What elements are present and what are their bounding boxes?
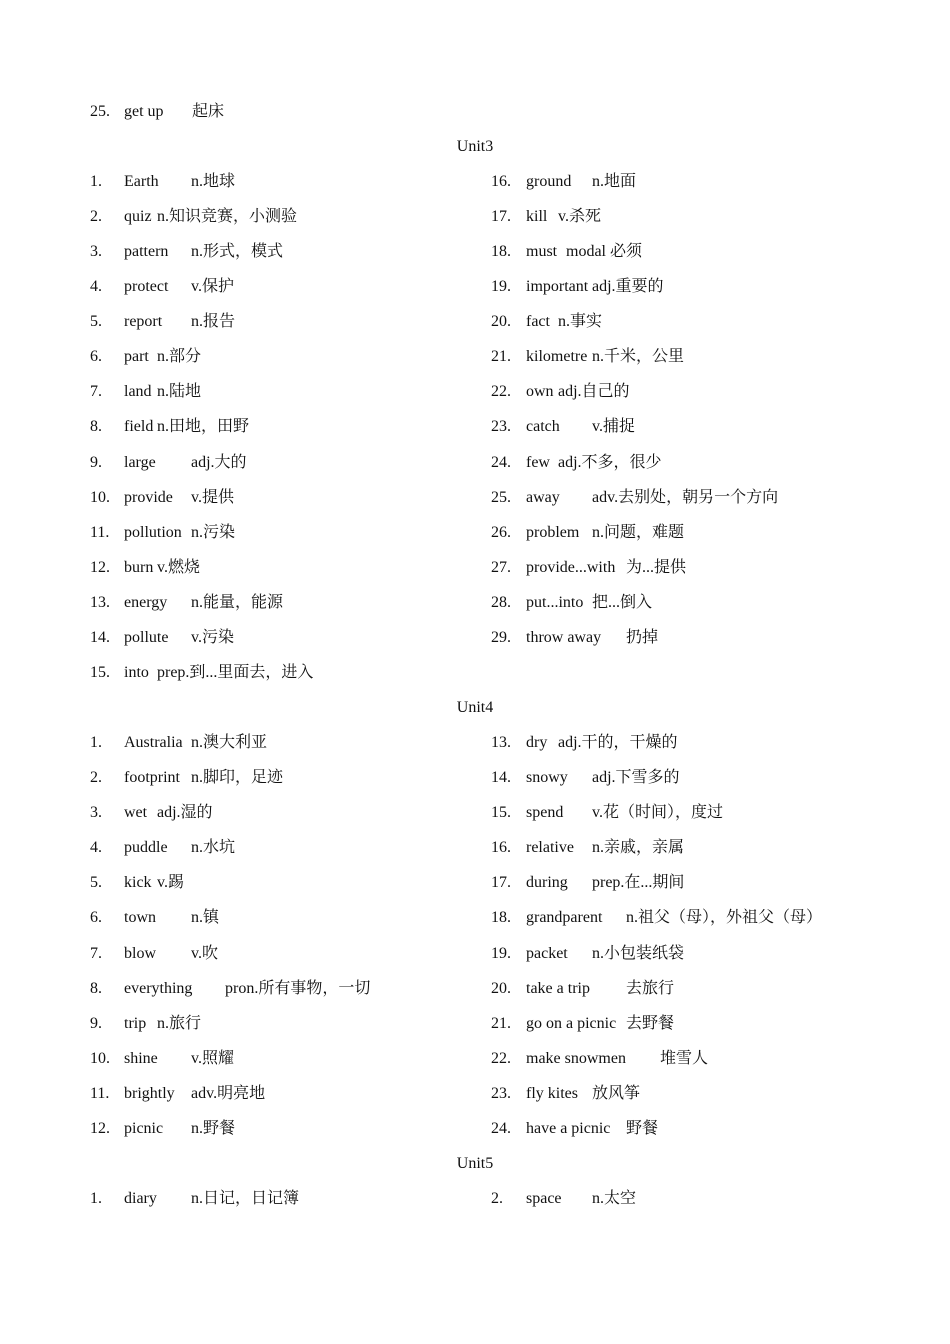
entry-number: 6. [90,909,102,926]
entry-number: 27. [491,559,511,576]
entry-number: 5. [90,313,102,330]
entry-meaning: v.污染 [191,629,234,646]
entry-word: spend [526,804,564,821]
entry-word: kill [526,208,548,225]
entry-word: shine [124,1050,158,1067]
entry-number: 9. [90,454,102,471]
entry-word: own [526,383,554,400]
entry-number: 12. [90,1120,110,1137]
entry-word: space [526,1190,562,1207]
entry-meaning: n.祖父（母），外祖父（母） [626,909,823,926]
entry-word: blow [124,945,156,962]
entry-number: 11. [90,1085,110,1102]
entry-number: 2. [90,769,102,786]
entry-meaning: n.地面 [592,173,637,190]
entry-meaning: prep.到...里面去，进入 [157,664,314,681]
entry-word: pattern [124,243,169,260]
entry-meaning: 扔掉 [626,629,659,646]
entry-word: throw away [526,629,602,646]
entry-number: 8. [90,418,102,435]
entry-word: get up [124,103,164,120]
entry-meaning: n.形式，模式 [191,243,284,260]
entry-word: make snowmen [526,1050,626,1067]
entry-word: field [124,418,154,435]
unit-heading: Unit5 [456,1155,494,1172]
entry-word: go on a picnic [526,1015,617,1032]
entry-number: 11. [90,524,110,541]
entry-meaning: adj.重要的 [592,278,664,295]
entry-meaning: 去野餐 [626,1015,675,1032]
entry-meaning: n.水坑 [191,839,236,856]
entry-word: large [124,454,156,471]
entry-number: 3. [90,243,102,260]
entry-number: 24. [491,454,511,471]
entry-number: 1. [90,734,102,751]
entry-meaning: n.亲戚，亲属 [592,839,685,856]
entry-word: footprint [124,769,180,786]
entry-number: 22. [491,383,511,400]
entry-word: snowy [526,769,568,786]
entry-word: picnic [124,1120,164,1137]
entry-word: ground [526,173,572,190]
entry-word: away [526,489,560,506]
entry-number: 13. [90,594,110,611]
entry-word: take a trip [526,980,590,997]
entry-word: fact [526,313,550,330]
entry-word: energy [124,594,168,611]
entry-number: 12. [90,559,110,576]
entry-number: 23. [491,1085,511,1102]
entry-number: 21. [491,1015,511,1032]
entry-number: 13. [491,734,511,751]
entry-number: 29. [491,629,511,646]
entry-word: Earth [124,173,159,190]
entry-number: 8. [90,980,102,997]
entry-word: everything [124,980,193,997]
entry-number: 22. [491,1050,511,1067]
entry-number: 19. [491,945,511,962]
entry-number: 14. [90,629,110,646]
entry-word: into [124,664,149,681]
entry-number: 15. [90,664,110,681]
entry-number: 9. [90,1015,102,1032]
entry-word: pollute [124,629,169,646]
entry-meaning: 把...倒入 [592,594,653,611]
entry-number: 10. [90,1050,110,1067]
unit-heading: Unit3 [456,138,494,155]
entry-number: 1. [90,173,102,190]
entry-meaning: n.部分 [157,348,202,365]
entry-meaning: adj.湿的 [157,804,213,821]
entry-word: during [526,874,568,891]
entry-word: protect [124,278,169,295]
entry-meaning: n.地球 [191,173,236,190]
entry-meaning: n.田地，田野 [157,418,250,435]
entry-number: 16. [491,173,511,190]
entry-number: 19. [491,278,511,295]
entry-meaning: n.问题，难题 [592,524,685,541]
entry-meaning: n.报告 [191,313,236,330]
entry-number: 21. [491,348,511,365]
entry-meaning: v.杀死 [558,208,601,225]
entry-meaning: adj.自己的 [558,383,630,400]
entry-number: 17. [491,208,511,225]
entry-word: report [124,313,163,330]
entry-meaning: adj.大的 [191,454,247,471]
entry-word: Australia [124,734,183,751]
entry-meaning: v.照耀 [191,1050,234,1067]
entry-meaning: adj.不多，很少 [558,454,662,471]
entry-meaning: 放风筝 [592,1085,641,1102]
entry-meaning: v.捕捉 [592,418,635,435]
entry-number: 18. [491,909,511,926]
entry-meaning: v.花（时间），度过 [592,804,723,821]
entry-number: 7. [90,383,102,400]
entry-word: brightly [124,1085,175,1102]
entry-word: wet [124,804,148,821]
entry-meaning: n.镇 [191,909,220,926]
entry-meaning: prep.在...期间 [592,874,685,891]
entry-word: grandparent [526,909,603,926]
entry-number: 16. [491,839,511,856]
entry-meaning: 野餐 [626,1120,659,1137]
entry-meaning: pron.所有事物，一切 [225,980,371,997]
entry-meaning: v.提供 [191,489,234,506]
entry-number: 25. [491,489,511,506]
entry-word: puddle [124,839,168,856]
entry-word: diary [124,1190,157,1207]
entry-word: quiz [124,208,152,225]
entry-meaning: n.陆地 [157,383,202,400]
entry-meaning: n.千米，公里 [592,348,685,365]
unit-heading: Unit4 [456,699,494,716]
entry-word: trip [124,1015,147,1032]
entry-word: problem [526,524,580,541]
entry-word: put...into [526,594,584,611]
entry-meaning: modal 必须 [566,243,642,260]
entry-word: have a picnic [526,1120,611,1137]
entry-meaning: n.日记，日记簿 [191,1190,300,1207]
entry-meaning: n.脚印，足迹 [191,769,284,786]
entry-word: land [124,383,152,400]
entry-meaning: adv.明亮地 [191,1085,266,1102]
entry-word: packet [526,945,568,962]
entry-number: 2. [90,208,102,225]
entry-meaning: v.吹 [191,945,218,962]
entry-meaning: 去旅行 [626,980,675,997]
entry-word: few [526,454,550,471]
entry-word: fly kites [526,1085,578,1102]
entry-word: dry [526,734,548,751]
entry-number: 4. [90,278,102,295]
entry-meaning: adv.去别处，朝另一个方向 [592,489,779,506]
entry-meaning: n.野餐 [191,1120,236,1137]
entry-number: 20. [491,313,511,330]
entry-meaning: n.事实 [558,313,603,330]
entry-number: 1. [90,1190,102,1207]
entry-number: 5. [90,874,102,891]
entry-number: 3. [90,804,102,821]
entry-number: 7. [90,945,102,962]
entry-meaning: v.燃烧 [157,559,200,576]
entry-word: provide...with [526,559,616,576]
entry-number: 25. [90,103,110,120]
entry-number: 26. [491,524,511,541]
entry-meaning: n.能量，能源 [191,594,284,611]
entry-number: 6. [90,348,102,365]
entry-meaning: adj.下雪多的 [592,769,680,786]
entry-meaning: 起床 [192,103,225,120]
entry-word: relative [526,839,574,856]
entry-number: 17. [491,874,511,891]
entry-meaning: 为...提供 [626,559,687,576]
entry-number: 20. [491,980,511,997]
entry-number: 23. [491,418,511,435]
entry-word: catch [526,418,560,435]
entry-word: part [124,348,149,365]
entry-meaning: n.知识竞赛，小测验 [157,208,298,225]
entry-number: 24. [491,1120,511,1137]
entry-word: town [124,909,156,926]
entry-word: must [526,243,558,260]
entry-word: burn [124,559,154,576]
entry-meaning: n.小包装纸袋 [592,945,685,962]
entry-number: 10. [90,489,110,506]
entry-number: 15. [491,804,511,821]
entry-meaning: adj.干的，干燥的 [558,734,678,751]
entry-number: 18. [491,243,511,260]
entry-meaning: n.澳大利亚 [191,734,268,751]
entry-meaning: n.污染 [191,524,236,541]
entry-meaning: 堆雪人 [660,1050,709,1067]
entry-meaning: n.太空 [592,1190,637,1207]
entry-word: provide [124,489,173,506]
entry-meaning: n.旅行 [157,1015,202,1032]
entry-number: 4. [90,839,102,856]
entry-word: pollution [124,524,182,541]
entry-word: important [526,278,589,295]
entry-word: kick [124,874,152,891]
entry-number: 28. [491,594,511,611]
entry-number: 2. [491,1190,503,1207]
entry-meaning: v.保护 [191,278,234,295]
entry-word: kilometre [526,348,588,365]
entry-number: 14. [491,769,511,786]
entry-meaning: v.踢 [157,874,184,891]
